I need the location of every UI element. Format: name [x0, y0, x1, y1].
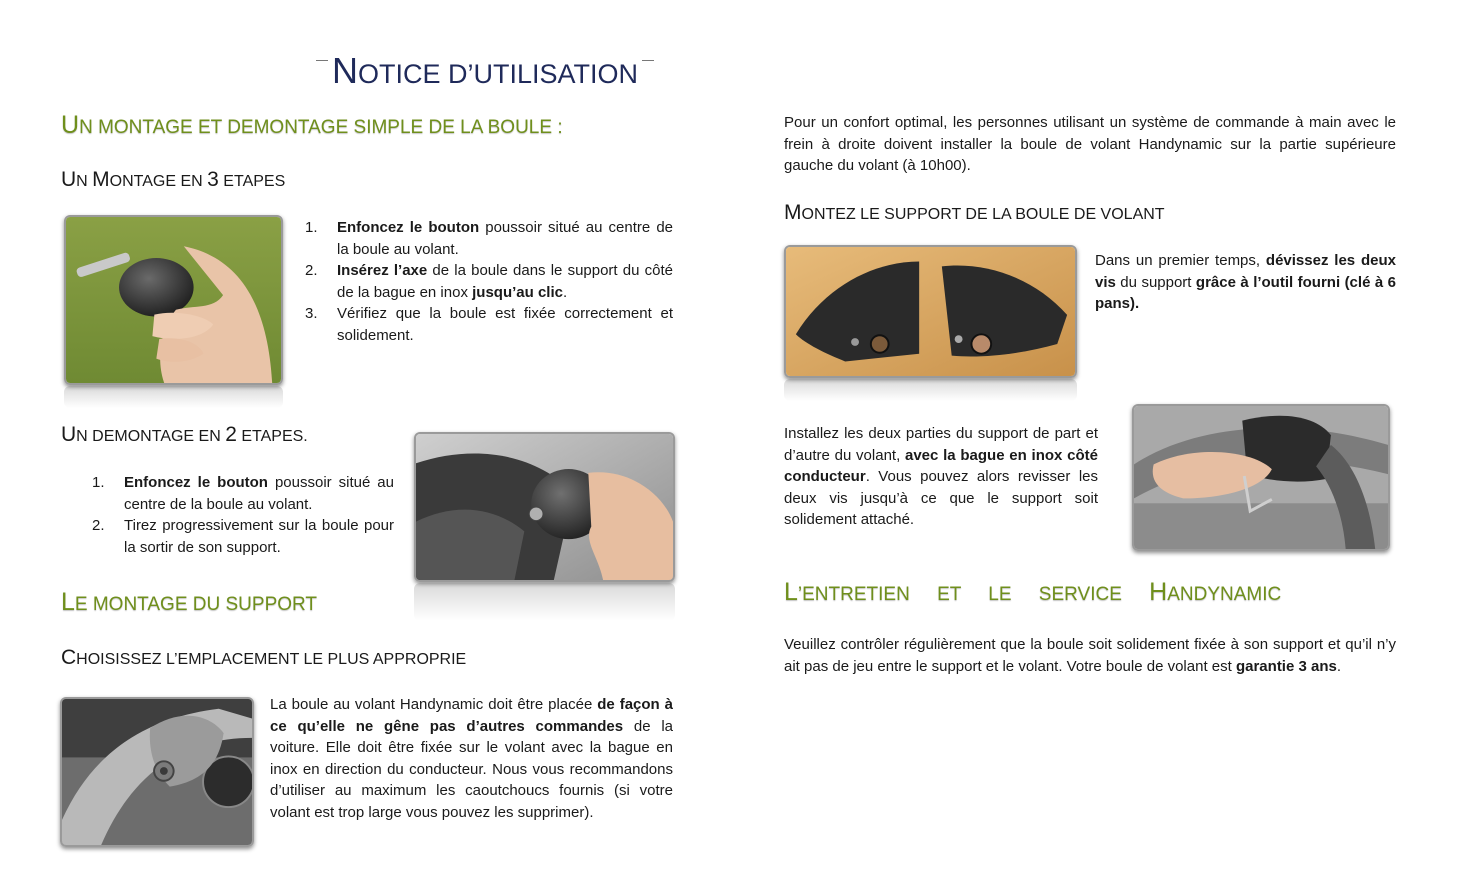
entretien-p1-bold: garantie 3 ans	[1235, 657, 1337, 675]
heading-montez	[784, 201, 1165, 225]
h-d2-b: N DEMONTAGE EN	[76, 428, 226, 445]
page-title	[312, 50, 658, 92]
title-rest: OTICE D’UTILISATION	[358, 59, 639, 89]
title-dash-left	[316, 60, 328, 61]
step-text: poussoir situé au centre de la boule au volant.	[337, 219, 673, 258]
choix-p1-rest: de la voiture. Elle doit être fixée sur le volant avec la bague en inox en direction du conducteur. Nous vous recommandons d’utiliser au maximum les caoutchoucs fournis (si votre volant est trop large vous pouvez les supprimer).	[270, 717, 673, 821]
montez-p2-rest: . Vous pouvez alors revisser les deux vis jusqu’à ce que le support soit solidement attaché.	[784, 468, 1098, 529]
entretien-h-rest: ANDYNAMIC	[1167, 584, 1282, 605]
h-mz-a: M	[784, 201, 802, 224]
choix-p1-bold: de façon à ce qu’elle ne gêne pas d’autres commandes	[270, 696, 674, 735]
step-bold: Enfoncez le bouton	[124, 474, 268, 491]
step-bold: Insérez l’axe	[337, 262, 428, 280]
h-mz-b: ONTEZ LE SUPPORT DE LA BOULE DE VOLANT	[801, 206, 1165, 223]
photo-install	[1132, 404, 1390, 551]
section-heading-simple	[61, 111, 563, 140]
list-item	[305, 217, 673, 260]
photo-hand-ball-reflection	[64, 386, 283, 408]
section-heading-entretien	[784, 578, 1282, 607]
entretien-p1-end: .	[1336, 657, 1342, 675]
montez-paragraph-1	[1095, 250, 1396, 315]
step-num: 3.	[305, 305, 318, 323]
h-d2-a: U	[61, 423, 77, 446]
step-bold: Enfoncez le bouton	[337, 219, 480, 236]
montez-paragraph-2	[784, 423, 1098, 531]
montez-p1-bold: dévissez les deux vis	[1095, 252, 1396, 291]
step-text-2: .	[562, 283, 568, 301]
steering-ball-image	[416, 434, 673, 580]
photo-support	[784, 245, 1077, 378]
montage-steps-list	[305, 217, 673, 347]
list-item	[92, 515, 394, 558]
entretien-p1: Veuillez contrôler régulièrement que la boule soit solidement fixée à son support et qu’il n’y ait pas de jeu entre le support et le volant. Votre boule de volant est	[784, 636, 1396, 675]
h-m3-a: U	[61, 168, 77, 191]
demontage-steps-list	[92, 472, 394, 558]
location-image	[62, 699, 252, 845]
h-d2-c: 2	[225, 423, 237, 446]
section-support-first: L	[61, 588, 75, 616]
montez-p2: Installez les deux parties du support de part et d’autre du volant,	[784, 425, 1098, 464]
entretien-word-1	[784, 578, 1281, 607]
montez-p2-bold: avec la bague en inox côté conducteur	[784, 446, 1098, 486]
h-d2-d: ETAPES.	[236, 428, 308, 445]
title-first-letter: N	[332, 50, 358, 91]
photo-steering-ball-reflection	[414, 583, 675, 621]
step-bold-2: jusqu’au clic	[472, 283, 563, 301]
h-m3-b: N	[76, 173, 93, 190]
h-m3-e: 3	[207, 168, 219, 191]
step-text: Tirez progressivement sur la boule pour la sortir de son support.	[124, 517, 394, 556]
entretien-rest: ’ENTRETIEN ET LE SERVICE	[797, 584, 1150, 605]
step-text: Vérifiez que la boule est fixée correctement et solidement.	[337, 305, 673, 344]
section-simple-first: U	[61, 111, 80, 139]
step-text: poussoir situé au centre de la boule au volant.	[124, 474, 394, 513]
photo-support-reflection	[784, 379, 1077, 401]
step-num: 2.	[305, 262, 318, 280]
photo-steering-ball	[414, 432, 675, 582]
section-heading-support	[61, 588, 317, 617]
heading-montage-3	[61, 168, 285, 192]
h-ch-b: HOISISSEZ L’EMPLACEMENT LE PLUS APPROPRIE	[76, 651, 467, 668]
step-num: 2.	[92, 517, 105, 535]
photo-hand-ball	[64, 215, 283, 385]
support-image	[786, 247, 1075, 376]
install-image	[1134, 406, 1388, 549]
h-ch-a: C	[61, 646, 77, 669]
step-num: 1.	[92, 474, 105, 491]
photo-location	[60, 697, 254, 847]
hand-ball-image	[66, 217, 281, 383]
section-simple-rest: N MONTAGE ET DEMONTAGE SIMPLE DE LA BOULE :	[79, 117, 563, 138]
h-m3-f: ETAPES	[218, 173, 286, 190]
list-item	[92, 472, 394, 515]
step-text: de la boule dans le support du côté de la bague en inox	[337, 262, 673, 301]
heading-demontage-2	[61, 423, 308, 447]
montez-p1: Dans un premier temps,	[1095, 252, 1266, 269]
choix-p1: La boule au volant Handynamic doit être placée	[270, 696, 598, 713]
entretien-first: L	[784, 578, 798, 606]
list-item	[305, 303, 673, 346]
h-m3-d: ONTAGE EN	[109, 173, 208, 190]
list-item	[305, 260, 673, 303]
section-support-rest: E MONTAGE DU SUPPORT	[74, 594, 318, 615]
choix-paragraph	[270, 694, 673, 824]
heading-choix	[61, 646, 466, 670]
step-num: 1.	[305, 219, 318, 236]
title-dash-right	[642, 60, 654, 61]
montez-p1-bold2: grâce à l’outil fourni (clé à 6 pans).	[1095, 273, 1396, 313]
montez-p1-mid: du support	[1115, 273, 1196, 291]
entretien-h: H	[1149, 578, 1168, 606]
h-m3-c: M	[92, 168, 110, 191]
entretien-paragraph	[784, 634, 1396, 677]
confort-paragraph: Pour un confort optimal, les personnes utilisant un système de commande à main avec le frein à droite doivent installer la boule de volant Handynamic sur la partie supérieure gauche du volant (à 10h00).	[784, 114, 1396, 175]
